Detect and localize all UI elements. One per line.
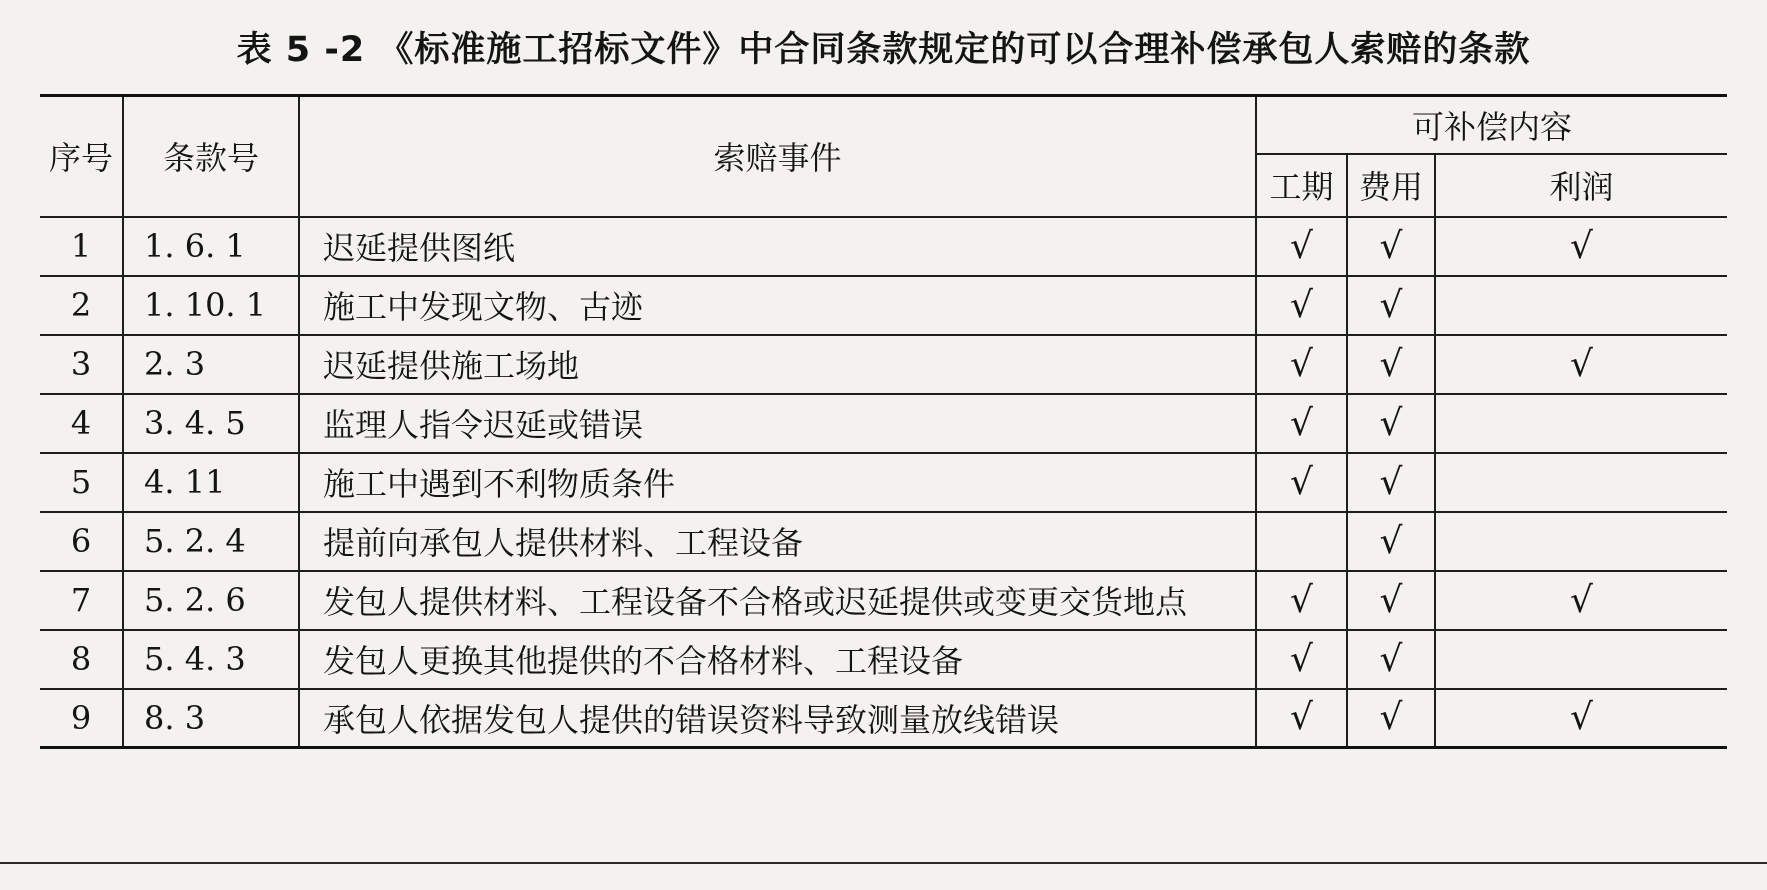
cell-schedule: √	[1256, 630, 1347, 689]
cell-event: 迟延提供施工场地	[299, 335, 1256, 394]
claims-table	[40, 94, 1727, 749]
cell-schedule: √	[1256, 217, 1347, 276]
table-row	[40, 217, 1727, 276]
header-schedule: 工期	[1256, 154, 1347, 217]
cell-seq: 6	[40, 512, 123, 571]
cell-schedule: √	[1256, 394, 1347, 453]
cell-schedule: √	[1256, 335, 1347, 394]
page-divider	[0, 862, 1767, 864]
table-row	[40, 512, 1727, 571]
cell-clause: 2. 3	[123, 335, 299, 394]
cell-profit	[1435, 630, 1727, 689]
cell-cost: √	[1347, 276, 1435, 335]
cell-event: 发包人更换其他提供的不合格材料、工程设备	[299, 630, 1256, 689]
header-seq: 序号	[40, 96, 123, 217]
cell-seq: 8	[40, 630, 123, 689]
cell-event: 承包人依据发包人提供的错误资料导致测量放线错误	[299, 689, 1256, 748]
cell-cost: √	[1347, 571, 1435, 630]
cell-cost: √	[1347, 630, 1435, 689]
cell-cost: √	[1347, 335, 1435, 394]
cell-event: 监理人指令迟延或错误	[299, 394, 1256, 453]
table-title: 表 5 -2 《标准施工招标文件》中合同条款规定的可以合理补偿承包人索赔的条款	[236, 30, 1531, 70]
header-compensable: 可补偿内容	[1256, 96, 1727, 154]
cell-schedule: √	[1256, 276, 1347, 335]
cell-cost: √	[1347, 512, 1435, 571]
cell-clause: 5. 4. 3	[123, 630, 299, 689]
cell-seq: 4	[40, 394, 123, 453]
cell-event: 发包人提供材料、工程设备不合格或迟延提供或变更交货地点	[299, 571, 1256, 630]
cell-cost: √	[1347, 394, 1435, 453]
table-row	[40, 394, 1727, 453]
cell-profit	[1435, 453, 1727, 512]
cell-schedule: √	[1256, 453, 1347, 512]
table-row	[40, 571, 1727, 630]
cell-cost: √	[1347, 453, 1435, 512]
cell-cost: √	[1347, 689, 1435, 748]
cell-profit	[1435, 276, 1727, 335]
cell-clause: 5. 2. 6	[123, 571, 299, 630]
cell-event: 迟延提供图纸	[299, 217, 1256, 276]
cell-event: 提前向承包人提供材料、工程设备	[299, 512, 1256, 571]
cell-seq: 1	[40, 217, 123, 276]
cell-seq: 9	[40, 689, 123, 748]
cell-profit: √	[1435, 335, 1727, 394]
cell-schedule: √	[1256, 689, 1347, 748]
cell-seq: 2	[40, 276, 123, 335]
table-row	[40, 335, 1727, 394]
table-row	[40, 276, 1727, 335]
table-row	[40, 453, 1727, 512]
cell-event: 施工中遇到不利物质条件	[299, 453, 1256, 512]
cell-clause: 5. 2. 4	[123, 512, 299, 571]
cell-clause: 8. 3	[123, 689, 299, 748]
cell-clause: 4. 11	[123, 453, 299, 512]
header-cost: 费用	[1347, 154, 1435, 217]
cell-profit: √	[1435, 217, 1727, 276]
cell-schedule	[1256, 512, 1347, 571]
cell-schedule: √	[1256, 571, 1347, 630]
header-profit: 利润	[1435, 154, 1727, 217]
cell-clause: 1. 6. 1	[123, 217, 299, 276]
cell-cost: √	[1347, 217, 1435, 276]
header-clause: 条款号	[123, 96, 299, 217]
cell-clause: 1. 10. 1	[123, 276, 299, 335]
cell-seq: 7	[40, 571, 123, 630]
cell-event: 施工中发现文物、古迹	[299, 276, 1256, 335]
cell-profit	[1435, 512, 1727, 571]
table-row	[40, 630, 1727, 689]
cell-profit: √	[1435, 689, 1727, 748]
cell-seq: 5	[40, 453, 123, 512]
cell-profit	[1435, 394, 1727, 453]
cell-seq: 3	[40, 335, 123, 394]
cell-profit: √	[1435, 571, 1727, 630]
header-event: 索赔事件	[299, 96, 1256, 217]
table-row	[40, 689, 1727, 748]
cell-clause: 3. 4. 5	[123, 394, 299, 453]
